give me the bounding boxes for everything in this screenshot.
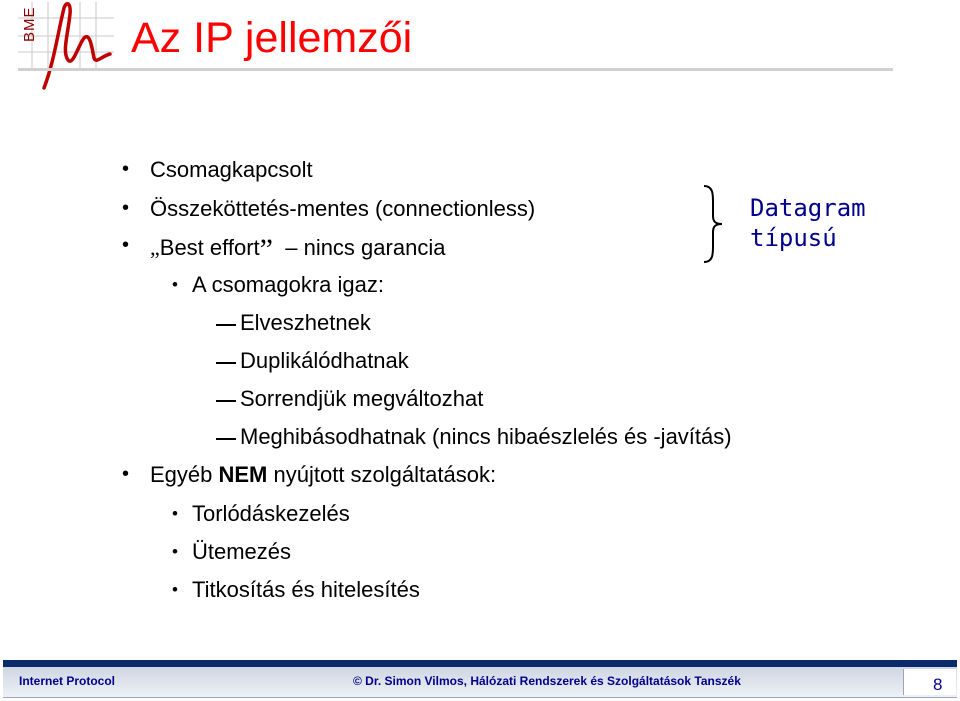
bullet-icon: • [172, 275, 178, 294]
other-services-after: nyújtott szolgáltatások: [267, 462, 497, 487]
datagram-annotation [750, 193, 866, 253]
bullet-icon: • [172, 504, 178, 523]
annotation-line-1: Datagram [750, 194, 866, 222]
bullet-icon: • [122, 158, 130, 180]
list-item-other-services [150, 461, 496, 489]
dash-item-corrupted: Meghibásodhatnak (nincs hibaészlelés és -javítás) [240, 424, 732, 449]
other-services-emphasis: NEM [218, 462, 268, 487]
bullet-icon: • [122, 234, 130, 256]
logo-text: BME [21, 6, 38, 42]
dash-item-reordered: Sorrendjük megváltozhat [240, 386, 484, 411]
other-services-before: Egyéb [150, 462, 219, 487]
best-effort-rest: nincs garancia [303, 235, 446, 260]
annotation-line-2: típusú [750, 224, 837, 252]
list-item-best-effort [150, 232, 446, 266]
list-item-packet-switched: Csomagkapcsolt [150, 157, 313, 182]
open-quote: „ [150, 235, 160, 260]
dash-item-duplicated: Duplikálódhatnak [240, 348, 409, 373]
page-title: Az IP jellemzői [131, 14, 413, 62]
dash-item-lost: Elveszhetnek [240, 310, 371, 335]
dash-marker [216, 400, 236, 402]
dash-marker [216, 438, 236, 440]
footer-course-name: Internet Protocol [19, 674, 116, 688]
footer-copyright: © Dr. Simon Vilmos, Hálózati Rendszerek és Szolgáltatások Tanszék [353, 674, 741, 688]
other-item-encryption: Titkosítás és hitelesítés [192, 577, 420, 602]
dash-marker [216, 362, 236, 364]
list-item-connectionless: Összeköttetés-mentes (connectionless) [150, 196, 536, 221]
bullet-icon: • [172, 580, 178, 599]
footer-page-box [903, 669, 956, 695]
bullet-icon: • [122, 463, 130, 485]
footer-band [3, 660, 957, 667]
en-dash: – [285, 235, 298, 260]
slide-footer [3, 660, 957, 697]
other-item-scheduling: Ütemezés [192, 539, 292, 564]
bullet-icon: • [172, 542, 178, 561]
dash-marker [216, 324, 236, 326]
bullet-icon: • [122, 197, 130, 219]
other-item-congestion: Torlódáskezelés [192, 501, 350, 526]
close-quote: ” [259, 233, 273, 266]
page-number: 8 [933, 675, 943, 694]
best-effort-phrase: Best effort [159, 235, 260, 260]
sub-heading-packets: A csomagokra igaz: [192, 272, 384, 297]
right-brace-icon [700, 184, 726, 264]
